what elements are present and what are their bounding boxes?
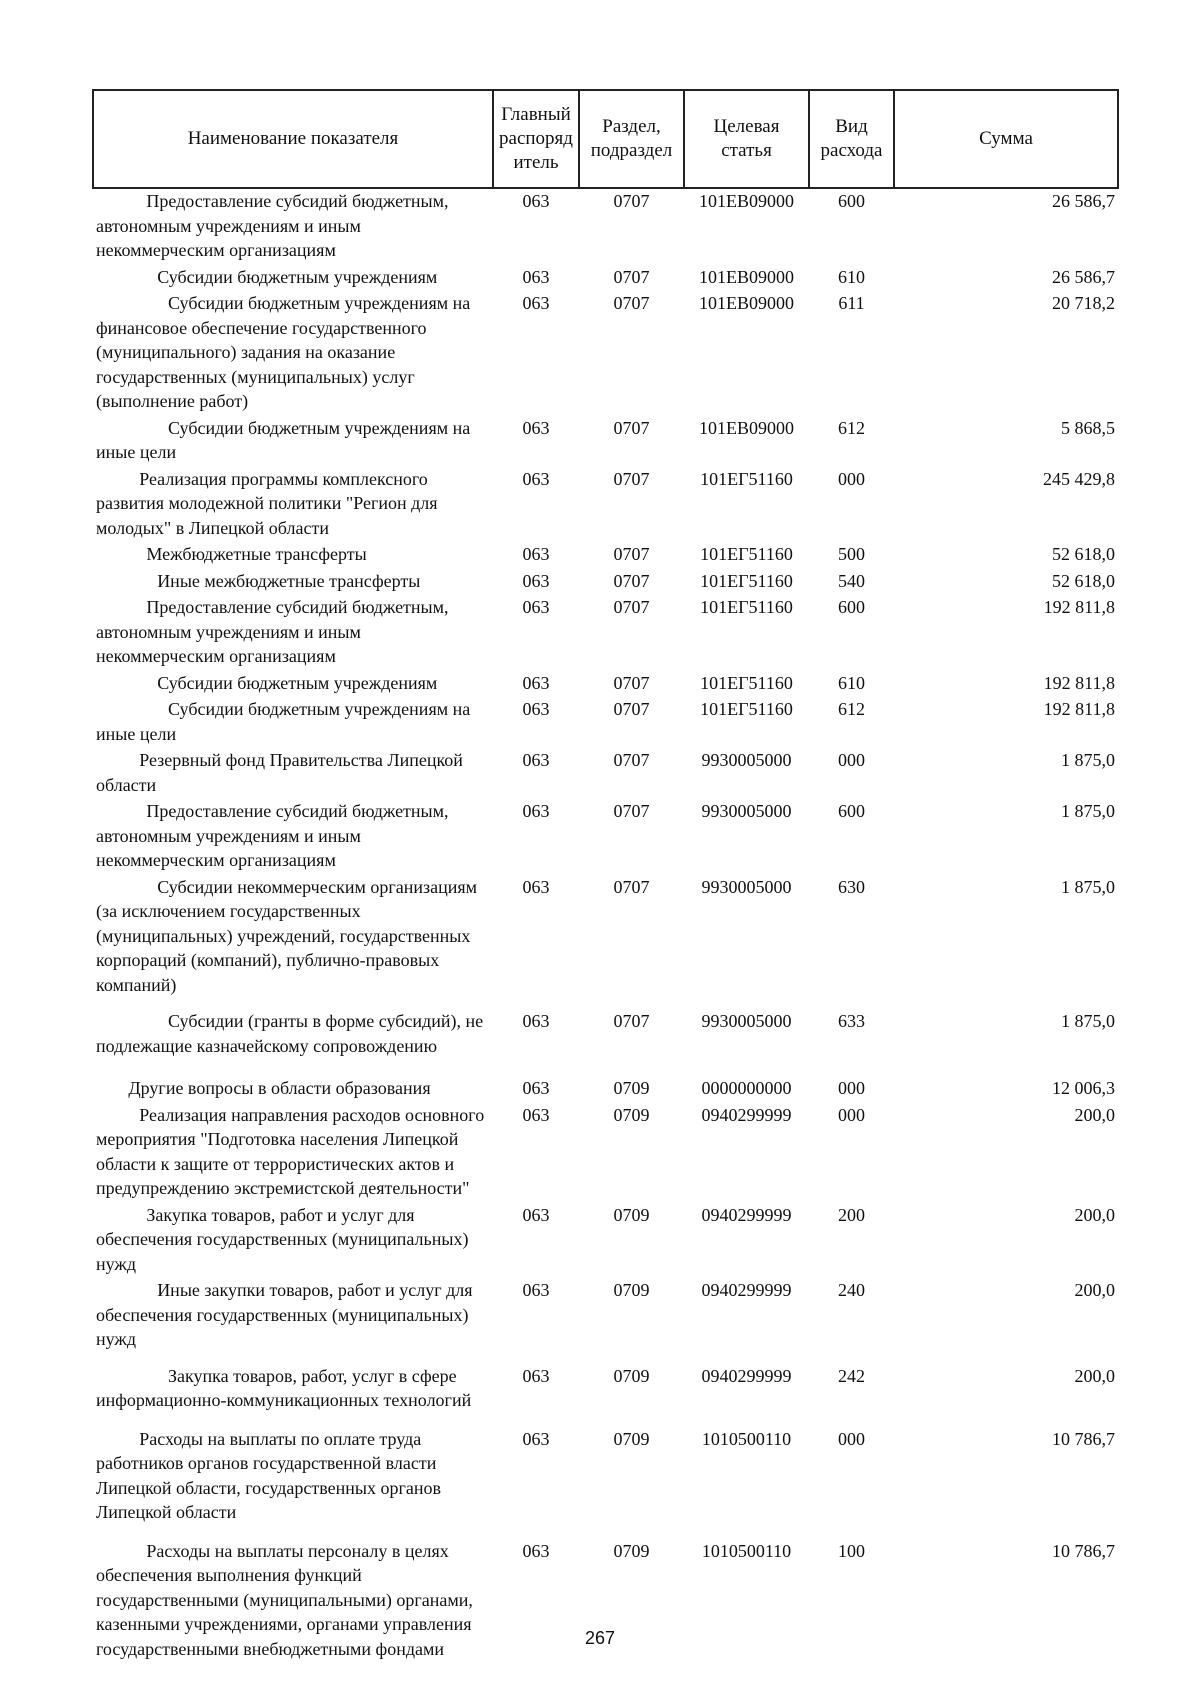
- row-expense-type: 240: [838, 1280, 865, 1300]
- row-chief-administrator: 063: [522, 544, 550, 564]
- row-sum: 10 786,7: [1052, 1428, 1115, 1449]
- row-target-article: 9930005000: [701, 1011, 792, 1031]
- row-expense-type: 612: [838, 417, 865, 438]
- row-name: Субсидии (гранты в форме субсидий), не подлежащие казначейскому сопровождению: [96, 1011, 484, 1056]
- row-target-article: 0000000000: [701, 1078, 792, 1098]
- table-header-row: [93, 90, 1118, 188]
- row-target-article: 101ЕГ51160: [700, 570, 793, 591]
- row-chief-administrator: 063: [522, 570, 550, 591]
- row-sum: 52 618,0: [1052, 544, 1115, 564]
- row-chief-administrator: 063: [522, 1204, 550, 1225]
- row-expense-type: 242: [838, 1365, 865, 1386]
- row-chief-administrator: 063: [522, 876, 550, 897]
- row-sum: 52 618,0: [1052, 570, 1115, 591]
- row-target-article: 101ЕГ51160: [700, 597, 793, 617]
- table-row: [93, 569, 1118, 596]
- table-row: [93, 697, 1118, 748]
- row-expense-type: 540: [838, 570, 865, 591]
- row-chief-administrator: 063: [522, 1011, 550, 1031]
- row-target-article: 1010500110: [701, 1540, 792, 1561]
- row-name: Реализация направления расходов основного мероприятия "Подготовка населения Липецкой области к защите от террористических актов и предупреждению экстремистской деятельности": [96, 1104, 485, 1198]
- row-name: Субсидии некоммерческим организациям (за исключением государственных (муниципальных) учреждений, государственных корпораций (компаний), публично-правовых компаний): [96, 876, 478, 995]
- row-target-article: 101ЕГ51160: [700, 468, 793, 489]
- row-chief-administrator: 063: [522, 266, 550, 287]
- table-row: [93, 1278, 1118, 1354]
- table-row: [93, 1354, 1118, 1415]
- row-sum: 200,0: [1074, 1204, 1115, 1225]
- row-expense-type: 000: [838, 468, 865, 489]
- row-chief-administrator: 063: [522, 672, 550, 693]
- row-name: Расходы на выплаты персоналу в целях обеспечения выполнения функций государственными (муниципальными) органами, казенными учреждениями, органами управления государственными внебюджетными фондами: [96, 1540, 473, 1659]
- row-expense-type: 630: [838, 876, 865, 897]
- row-expense-type: 600: [838, 597, 865, 617]
- row-sum: 12 006,3: [1052, 1078, 1115, 1098]
- table-row: [93, 416, 1118, 467]
- budget-table: [92, 89, 1119, 1663]
- row-name: Резервный фонд Правительства Липецкой области: [96, 750, 463, 795]
- row-name: Иные межбюджетные трансферты: [157, 570, 421, 591]
- row-name: Субсидии бюджетным учреждениям на финансовое обеспечение государственного (муниципального) задания на оказание государственных (муниципальных) услуг (выполнение работ): [96, 293, 471, 411]
- row-chief-administrator: 063: [522, 801, 550, 821]
- row-expense-type: 000: [838, 1104, 865, 1125]
- header-sum: Сумма: [894, 90, 1118, 188]
- row-name: Закупка товаров, работ, услуг в сфере информационно-коммуникационных технологий: [96, 1365, 472, 1410]
- row-chief-administrator: 063: [522, 1365, 550, 1386]
- row-target-article: 101ЕГ51160: [700, 544, 793, 564]
- table-row: [93, 265, 1118, 292]
- row-name: Предоставление субсидий бюджетным, автономным учреждениям и иным некоммерческим организациям: [96, 597, 449, 666]
- row-sum: 20 718,2: [1052, 293, 1115, 313]
- row-section: 0707: [613, 191, 650, 211]
- row-expense-type: 000: [838, 750, 865, 770]
- row-sum: 192 811,8: [1043, 699, 1115, 719]
- row-section: 0707: [613, 672, 650, 693]
- table-row: [93, 875, 1118, 1000]
- row-sum: 5 868,5: [1061, 417, 1115, 438]
- row-target-article: 101EB09000: [698, 293, 794, 313]
- row-section: 0707: [613, 1011, 650, 1031]
- row-target-article: 101ЕГ51160: [700, 672, 793, 693]
- row-sum: 1 875,0: [1061, 801, 1115, 821]
- row-expense-type: 611: [838, 293, 865, 313]
- row-section: 0709: [613, 1104, 650, 1125]
- row-sum: 192 811,8: [1043, 672, 1115, 693]
- row-expense-type: 610: [838, 672, 865, 693]
- table-row: [93, 1060, 1118, 1103]
- row-sum: 192 811,8: [1043, 597, 1115, 617]
- row-sum: 200,0: [1074, 1104, 1115, 1125]
- table-row: [93, 595, 1118, 671]
- row-target-article: 101EB09000: [698, 417, 794, 438]
- row-chief-administrator: 063: [522, 1104, 550, 1125]
- table-row: [93, 799, 1118, 875]
- row-chief-administrator: 063: [522, 1078, 550, 1098]
- table-row: [93, 999, 1118, 1060]
- row-sum: 200,0: [1074, 1280, 1115, 1300]
- header-indicator-name: Наименование показателя: [93, 90, 493, 188]
- row-target-article: 0940299999: [701, 1104, 792, 1125]
- row-chief-administrator: 063: [522, 417, 550, 438]
- row-section: 0709: [613, 1428, 650, 1449]
- row-sum: 1 875,0: [1061, 1011, 1115, 1031]
- row-sum: 10 786,7: [1052, 1540, 1115, 1561]
- table-row: [93, 188, 1118, 265]
- row-expense-type: 100: [838, 1540, 865, 1561]
- row-chief-administrator: 063: [522, 699, 550, 719]
- row-name: Реализация программы комплексного развития молодежной политики "Регион для молодых" в Липецкой области: [96, 468, 438, 538]
- row-section: 0709: [613, 1078, 650, 1098]
- table-row: [93, 1415, 1118, 1527]
- row-section: 0707: [613, 570, 650, 591]
- table-row: [93, 748, 1118, 799]
- row-expense-type: 000: [838, 1428, 865, 1449]
- row-section: 0709: [613, 1280, 650, 1300]
- row-section: 0707: [613, 266, 650, 287]
- row-sum: 245 429,8: [1043, 468, 1115, 489]
- row-name: Межбюджетные трансферты: [146, 544, 367, 564]
- row-section: 0707: [613, 468, 650, 489]
- row-chief-administrator: 063: [522, 1280, 550, 1300]
- row-chief-administrator: 063: [522, 750, 550, 770]
- row-expense-type: 612: [838, 699, 865, 719]
- header-expense-type: Вид расхода: [809, 90, 894, 188]
- row-expense-type: 200: [838, 1204, 865, 1225]
- row-section: 0709: [613, 1540, 650, 1561]
- header-target-article: Целевая статья: [684, 90, 809, 188]
- row-name: Расходы на выплаты по оплате труда работников органов государственной власти Липецкой области, государственных органов Липецкой области: [96, 1428, 441, 1522]
- row-chief-administrator: 063: [522, 468, 550, 489]
- row-sum: 200,0: [1074, 1365, 1115, 1386]
- row-target-article: 101EB09000: [698, 266, 794, 287]
- row-section: 0707: [613, 417, 650, 438]
- row-name: Субсидии бюджетным учреждениям на иные цели: [96, 699, 471, 744]
- row-chief-administrator: 063: [522, 293, 550, 313]
- row-name: Закупка товаров, работ и услуг для обеспечения государственных (муниципальных) нужд: [96, 1204, 469, 1274]
- row-section: 0707: [613, 750, 650, 770]
- row-expense-type: 633: [838, 1011, 865, 1031]
- row-name: Субсидии бюджетным учреждениям: [157, 266, 438, 287]
- row-target-article: 1010500110: [701, 1428, 792, 1449]
- row-section: 0707: [613, 876, 650, 897]
- row-expense-type: 600: [838, 191, 865, 211]
- row-sum: 1 875,0: [1061, 876, 1115, 897]
- row-name: Субсидии бюджетным учреждениям: [157, 672, 438, 693]
- row-section: 0707: [613, 597, 650, 617]
- row-section: 0707: [613, 293, 650, 313]
- table-row: [93, 671, 1118, 698]
- row-section: 0707: [613, 699, 650, 719]
- table-row: [93, 291, 1118, 416]
- row-name: Другие вопросы в области образования: [128, 1078, 431, 1098]
- table-row: [93, 467, 1118, 543]
- row-chief-administrator: 063: [522, 1428, 550, 1449]
- row-chief-administrator: 063: [522, 1540, 550, 1561]
- row-section: 0707: [613, 544, 650, 564]
- row-sum: 26 586,7: [1052, 191, 1115, 211]
- row-target-article: 101ЕГ51160: [700, 699, 793, 719]
- row-section: 0709: [613, 1365, 650, 1386]
- row-name: Субсидии бюджетным учреждениям на иные цели: [96, 417, 471, 462]
- row-target-article: 9930005000: [701, 750, 792, 770]
- row-target-article: 9930005000: [701, 876, 792, 897]
- table-row: [93, 1103, 1118, 1203]
- row-target-article: 101EB09000: [698, 191, 794, 211]
- row-name: Предоставление субсидий бюджетным, автономным учреждениям и иным некоммерческим организациям: [96, 801, 449, 870]
- row-name: Предоставление субсидий бюджетным, автономным учреждениям и иным некоммерческим организациям: [96, 191, 449, 260]
- row-section: 0707: [613, 801, 650, 821]
- row-target-article: 0940299999: [701, 1365, 792, 1386]
- table-row: [93, 542, 1118, 569]
- row-chief-administrator: 063: [522, 597, 550, 617]
- row-expense-type: 600: [838, 801, 865, 821]
- row-target-article: 0940299999: [701, 1204, 792, 1225]
- row-name: Иные закупки товаров, работ и услуг для обеспечения государственных (муниципальных) нужд: [96, 1280, 473, 1349]
- header-chief-administrator: Главный распоряд итель: [493, 90, 579, 188]
- row-expense-type: 500: [838, 544, 865, 564]
- row-section: 0709: [613, 1204, 650, 1225]
- table-row: [93, 1203, 1118, 1279]
- table-body: [93, 188, 1118, 1663]
- row-expense-type: 000: [838, 1078, 865, 1098]
- row-sum: 26 586,7: [1052, 266, 1115, 287]
- row-target-article: 0940299999: [701, 1280, 792, 1300]
- row-expense-type: 610: [838, 266, 865, 287]
- header-section: Раздел, подраздел: [579, 90, 684, 188]
- row-target-article: 9930005000: [701, 801, 792, 821]
- row-sum: 1 875,0: [1061, 750, 1115, 770]
- row-chief-administrator: 063: [522, 191, 550, 211]
- page-number: 267: [584, 1628, 616, 1648]
